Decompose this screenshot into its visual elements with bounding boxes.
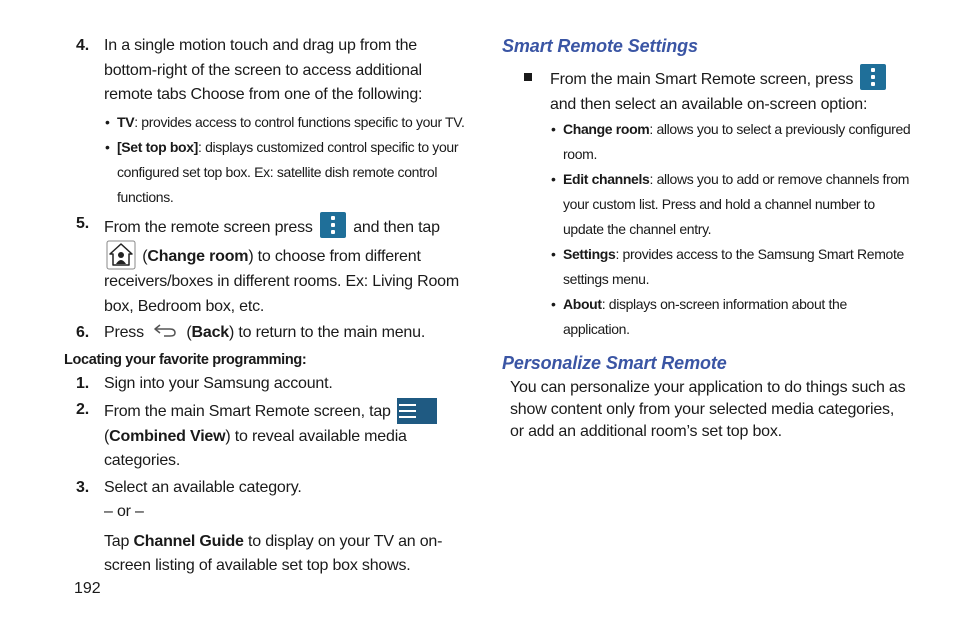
bullet-dot: •: [105, 138, 110, 155]
step-term: Combined View: [109, 427, 226, 445]
step-text: and then tap: [353, 218, 440, 236]
bullet-dot: •: [105, 113, 110, 130]
section-title-personalize: Personalize Smart Remote: [502, 353, 727, 373]
step-term: Change room: [147, 248, 249, 265]
step-term: Back: [191, 324, 229, 341]
bullet-tv: [64, 110, 474, 135]
square-bullet-icon: [524, 73, 532, 81]
option-desc: : allows you to select a previously configured room.: [563, 121, 911, 162]
step-number: 1.: [76, 374, 89, 392]
step-text: Select an available category.: [104, 478, 302, 496]
bullet-term: [Set top box]: [117, 138, 198, 155]
option-about: [502, 292, 912, 342]
step-text: From the main Smart Remote screen, tap: [104, 403, 391, 420]
option-settings: [502, 242, 912, 292]
option-term: About: [563, 296, 602, 312]
section-title-smart-remote-settings: Smart Remote Settings: [502, 36, 698, 56]
step-text: From the remote screen press: [104, 218, 313, 236]
right-column: [502, 34, 912, 443]
intro-text: and then select an available on-screen option:: [550, 95, 868, 113]
option-term: Edit channels: [563, 171, 650, 187]
step-1: [64, 372, 474, 397]
step-alt-text: [104, 530, 474, 579]
step-number: 4.: [76, 37, 89, 54]
step-text: Sign into your Samsung account.: [104, 374, 333, 392]
or-separator: – or –: [104, 503, 144, 520]
step-3: [64, 476, 474, 579]
step-text: to display on your TV an on-screen listing of available set top box shows.: [104, 532, 443, 574]
step-term: Channel Guide: [133, 532, 244, 550]
change-room-icon: [106, 240, 136, 270]
bullet-dot: •: [551, 296, 556, 312]
step-6: [64, 321, 474, 346]
paren-open: (: [186, 324, 192, 341]
step-number: 5.: [76, 214, 89, 232]
intro-text: From the main Smart Remote screen, press: [550, 71, 854, 88]
left-column: [64, 34, 474, 581]
step-text: Tap: [104, 532, 130, 550]
option-change-room: [502, 117, 912, 167]
option-desc: : displays on-screen information about the application.: [563, 296, 847, 337]
step-text: ) to reveal available media categories.: [104, 427, 407, 469]
step-text: ) to return to the main menu.: [229, 324, 426, 341]
step-number: 3.: [76, 478, 89, 496]
combined-view-icon: [397, 398, 437, 424]
option-desc: : allows you to add or remove channels from your custom list. Press and hold a channel number to update the channel entry.: [563, 171, 910, 237]
section-heading-locating: Locating your favorite programming:: [64, 351, 307, 368]
intro-item: [502, 64, 912, 117]
step-text: ) to choose from different receivers/boxes in different rooms. Ex: Living Room box, Bedroom box, etc.: [104, 248, 459, 315]
step-2: [64, 398, 474, 474]
bullet-dot: •: [551, 171, 556, 187]
menu-dots-icon: [320, 212, 346, 238]
page-number: 192: [74, 580, 101, 597]
bullet-term: TV: [117, 113, 135, 130]
bullet-set-top-box: [64, 135, 474, 210]
paren-open: (: [104, 427, 110, 445]
option-desc: : provides access to the Samsung Smart Remote settings menu.: [563, 246, 904, 287]
option-term: Change room: [563, 121, 650, 137]
step-text: In a single motion touch and drag up from the bottom-right of the screen to access additional remote tabs Choose from one of the following:: [104, 37, 423, 103]
bullet-dot: •: [551, 121, 556, 137]
personalize-paragraph: You can personalize your application to do things such as show content only from your selected media categories, or add an additional room’s set top box.: [510, 379, 906, 440]
menu-dots-icon: [860, 64, 886, 90]
option-edit-channels: [502, 167, 912, 242]
bullet-desc: : displays customized control specific to your configured set top box. Ex: satellite dish remote control functions.: [117, 138, 459, 205]
paren-open: (: [142, 248, 148, 265]
bullet-dot: •: [551, 246, 556, 262]
step-5: [64, 212, 474, 320]
option-term: Settings: [563, 246, 616, 262]
step-text: Press: [104, 324, 144, 341]
bullet-desc: : provides access to control functions specific to your TV.: [134, 113, 465, 130]
step-4: [64, 34, 474, 108]
back-arrow-icon: [152, 322, 178, 338]
step-number: 2.: [76, 401, 89, 418]
step-number: 6.: [76, 324, 89, 341]
